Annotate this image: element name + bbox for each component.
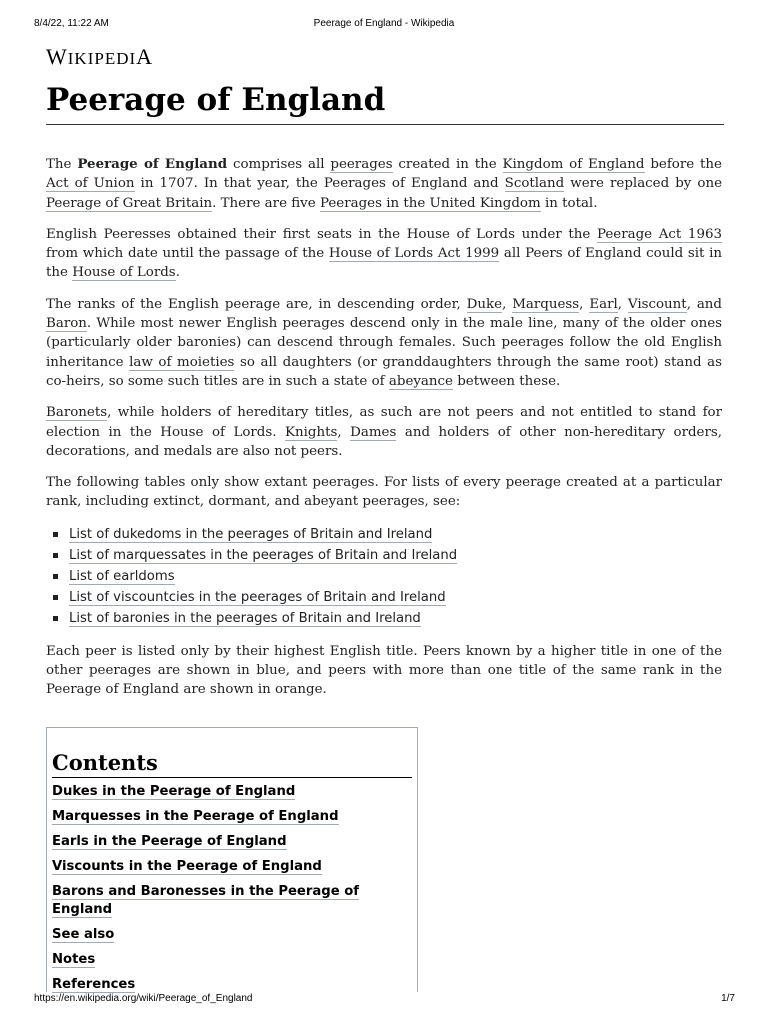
link-abeyance[interactable]: abeyance [388,373,453,389]
paragraph-baronets: Baronets, while holders of hereditary titles, as such are not peers and not entitled to stand for election in the House of Lords. Knights, Dames and holders of other non-hereditary orders, decorations, and medals are also not peers. [46,405,722,459]
wikipedia-logo[interactable]: WIKIPEDIA [46,44,154,69]
link-list-baronies[interactable]: List of baronies in the peerages of Britain and Ireland [69,610,421,626]
link-house-of-lords[interactable]: House of Lords [72,265,176,281]
link-list-dukedoms[interactable]: List of dukedoms in the peerages of Britain and Ireland [69,526,433,542]
toc-item-dukes[interactable]: Dukes in the Peerage of England [52,784,296,799]
toc-item-viscounts[interactable]: Viscounts in the Peerage of England [52,859,322,874]
list-item [69,545,722,566]
print-page-title: Peerage of England - Wikipedia [313,18,455,29]
link-act-of-union[interactable]: Act of Union [46,176,135,192]
toc-item-notes[interactable]: Notes [52,952,96,967]
list-item [69,608,722,629]
toc-item-barons[interactable]: Barons and Baronesses in the Peerage of England [52,884,360,917]
link-house-of-lords-act-1999[interactable]: House of Lords Act 1999 [328,246,500,262]
link-scotland[interactable]: Scotland [504,176,565,192]
toc-item-references[interactable]: References [52,977,136,992]
list-item [69,566,722,587]
toc-item-see-also[interactable]: See also [52,927,115,942]
toc-heading: Contents [52,750,412,778]
list-item [69,524,722,545]
link-peerage-act-1963[interactable]: Peerage Act 1963 [596,226,723,242]
paragraph-color-key: Each peer is listed only by their highest English title. Peers known by a higher title in one of the other peerages are shown in blue, and peers with more than one title of the same rank in the Peerage of England are shown in orange. [46,643,722,698]
paragraph-ranks: The ranks of the English peerage are, in descending order, Duke, Marquess, Earl, Viscount, and Baron. While most newer English peerages descend only in the male line, many of the older ones (particularly older baronies) can descend through females. Such peerages follow the old English inheritance law of moieties so all daughters (or granddaughters through the same root) stand as co-heirs, so some such titles are in such a state of abeyance between these. [46,296,723,389]
print-datetime: 8/4/22, 11:22 AM [34,18,109,29]
link-list-earldoms[interactable]: List of earldoms [69,568,175,584]
paragraph-intro: The Peerage of England comprises all peerages created in the Kingdom of England before the Act of Union in 1707. In that year, the Peerages of England and Scotland were replaced by one Peerage of Great Britain. There are five Peerages in the United Kingdom in total. [46,156,722,211]
page-title: Peerage of England [46,80,724,125]
link-duke[interactable]: Duke [466,296,503,312]
link-list-marquessates[interactable]: List of marquessates in the peerages of Britain and Ireland [69,547,458,563]
link-marquess[interactable]: Marquess [512,296,580,312]
article-body [46,155,722,712]
link-kingdom-of-england[interactable]: Kingdom of England [502,157,645,172]
link-peerages-uk[interactable]: Peerages in the United Kingdom [319,195,541,211]
link-law-of-moieties[interactable]: law of moieties [129,354,235,370]
list-item [69,587,722,608]
link-knights[interactable]: Knights [285,424,338,440]
link-peerage-of-great-britain[interactable]: Peerage of Great Britain [46,195,213,211]
paragraph-tables-intro: The following tables only show extant peerages. For lists of every peerage created at a particular rank, including extinct, dormant, and abeyant peerages, see: [46,475,722,510]
link-dames[interactable]: Dames [350,424,397,440]
link-list-viscountcies[interactable]: List of viscountcies in the peerages of Britain and Ireland [69,589,446,605]
link-baron[interactable]: Baron [46,316,87,332]
link-viscount[interactable]: Viscount [627,296,687,312]
link-peerages[interactable]: peerages [330,157,393,172]
link-baronets[interactable]: Baronets [46,405,108,421]
list-of-lists [46,524,722,629]
print-page-number: 1/7 [721,993,735,1004]
paragraph-peeresses: English Peeresses obtained their first seats in the House of Lords under the Peerage Act 1963 from which date until the passage of the House of Lords Act 1999 all Peers of England could sit in the House of Lords. [46,226,723,281]
print-url: https://en.wikipedia.org/wiki/Peerage_of_England [34,993,253,1004]
toc-item-earls[interactable]: Earls in the Peerage of England [52,834,287,849]
table-of-contents [46,727,418,992]
link-earl[interactable]: Earl [589,296,618,312]
toc-item-marquesses[interactable]: Marquesses in the Peerage of England [52,809,339,824]
